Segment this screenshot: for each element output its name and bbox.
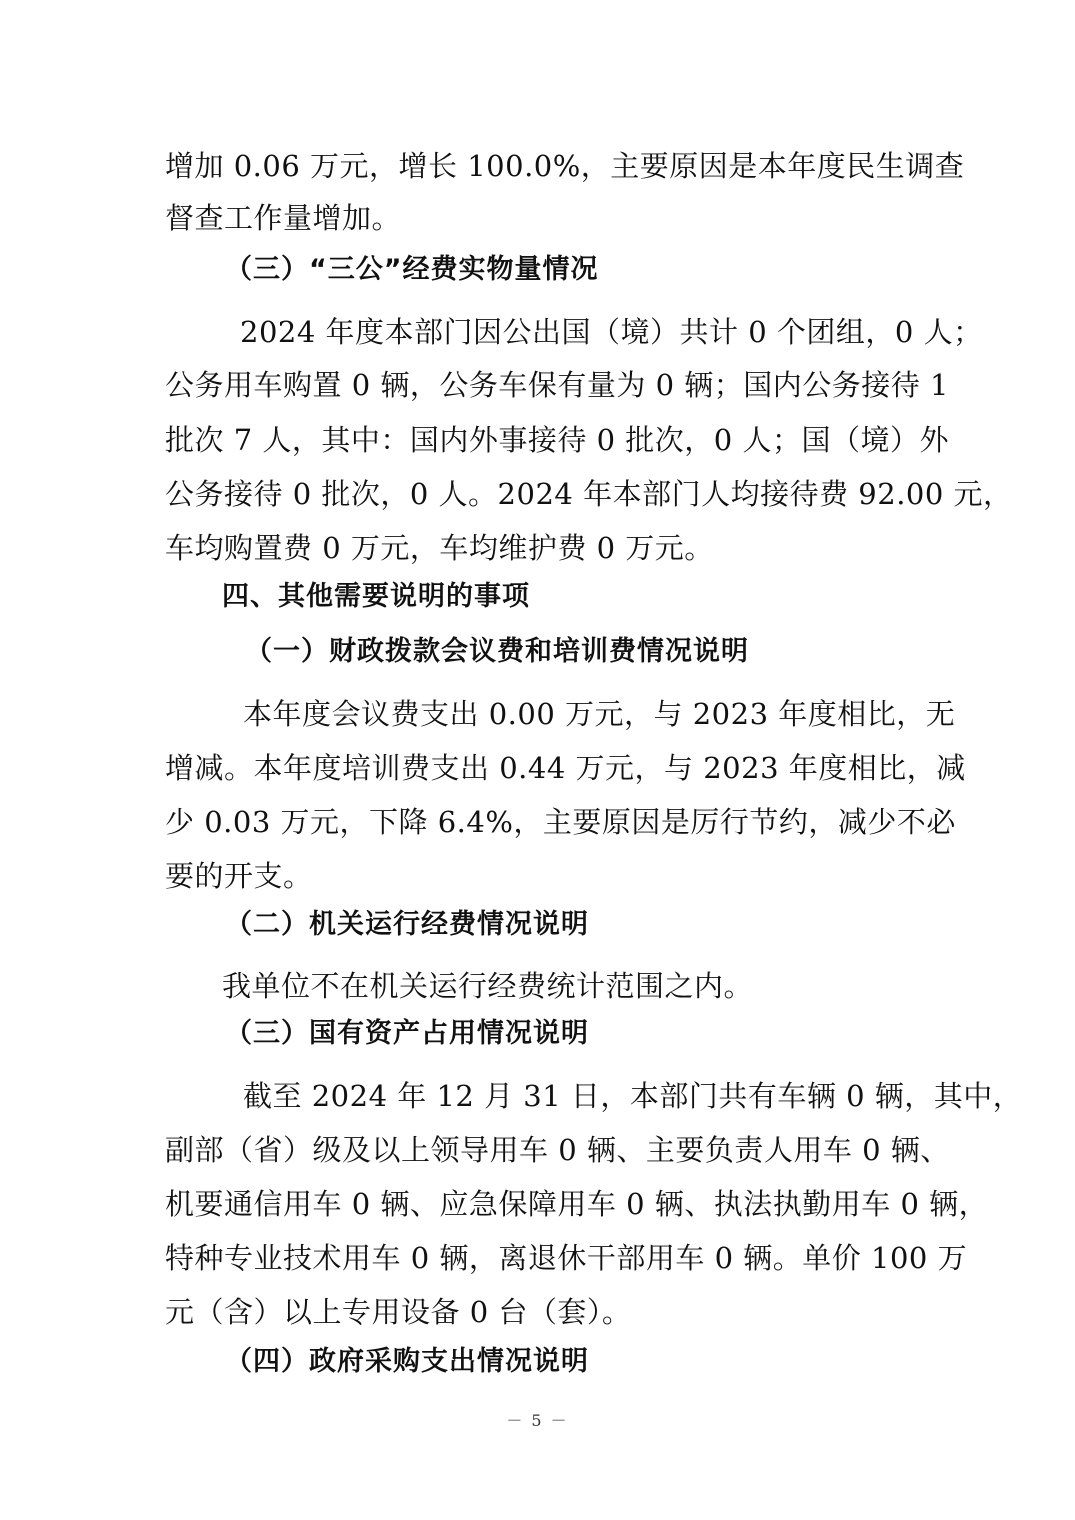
paragraph-line: 增加 0.06 万元，增长 100.0%，主要原因是本年度民生调查 [165, 149, 965, 183]
section-heading: （一）财政拨款会议费和培训费情况说明 [245, 636, 749, 667]
paragraph-line: 增减。本年度培训费支出 0.44 万元，与 2023 年度相比，减 [165, 751, 966, 785]
paragraph-line: 机要通信用车 0 辆、应急保障用车 0 辆、执法执勤用车 0 辆， [165, 1187, 989, 1221]
section-heading: （三）国有资产占用情况说明 [225, 1018, 589, 1049]
paragraph-line: 公务接待 0 批次，0 人。2024 年本部门人均接待费 92.00 元， [165, 477, 1013, 511]
paragraph-line: 少 0.03 万元，下降 6.4%，主要原因是厉行节约，减少不必 [165, 805, 956, 839]
paragraph-line: 本年度会议费支出 0.00 万元，与 2023 年度相比，无 [243, 697, 956, 731]
chapter-heading: 四、其他需要说明的事项 [222, 581, 530, 612]
paragraph-line: 元（含）以上专用设备 0 台（套）。 [165, 1295, 632, 1329]
page-number: － 5 － [506, 1411, 569, 1430]
paragraph-line: 车均购置费 0 万元，车均维护费 0 万元。 [165, 531, 714, 565]
paragraph-line: 公务用车购置 0 辆，公务车保有量为 0 辆；国内公务接待 1 [165, 368, 949, 402]
paragraph-line: 批次 7 人，其中：国内外事接待 0 批次，0 人；国（境）外 [165, 423, 949, 457]
section-heading: （四）政府采购支出情况说明 [225, 1346, 589, 1377]
paragraph-line: 截至 2024 年 12 月 31 日，本部门共有车辆 0 辆，其中， [243, 1079, 1023, 1113]
paragraph-line: 特种专业技术用车 0 辆，离退休干部用车 0 辆。单价 100 万 [165, 1241, 968, 1275]
section-heading: （三）“三公”经费实物量情况 [225, 254, 599, 285]
section-heading: （二）机关运行经费情况说明 [225, 909, 589, 940]
paragraph-line: 督查工作量增加。 [165, 201, 402, 235]
paragraph-line: 2024 年度本部门因公出国（境）共计 0 个团组，0 人； [240, 315, 983, 349]
paragraph-line: 我单位不在机关运行经费统计范围之内。 [222, 969, 754, 1003]
paragraph-line: 副部（省）级及以上领导用车 0 辆、主要负责人用车 0 辆、 [165, 1133, 950, 1167]
paragraph-line: 要的开支。 [165, 859, 313, 893]
